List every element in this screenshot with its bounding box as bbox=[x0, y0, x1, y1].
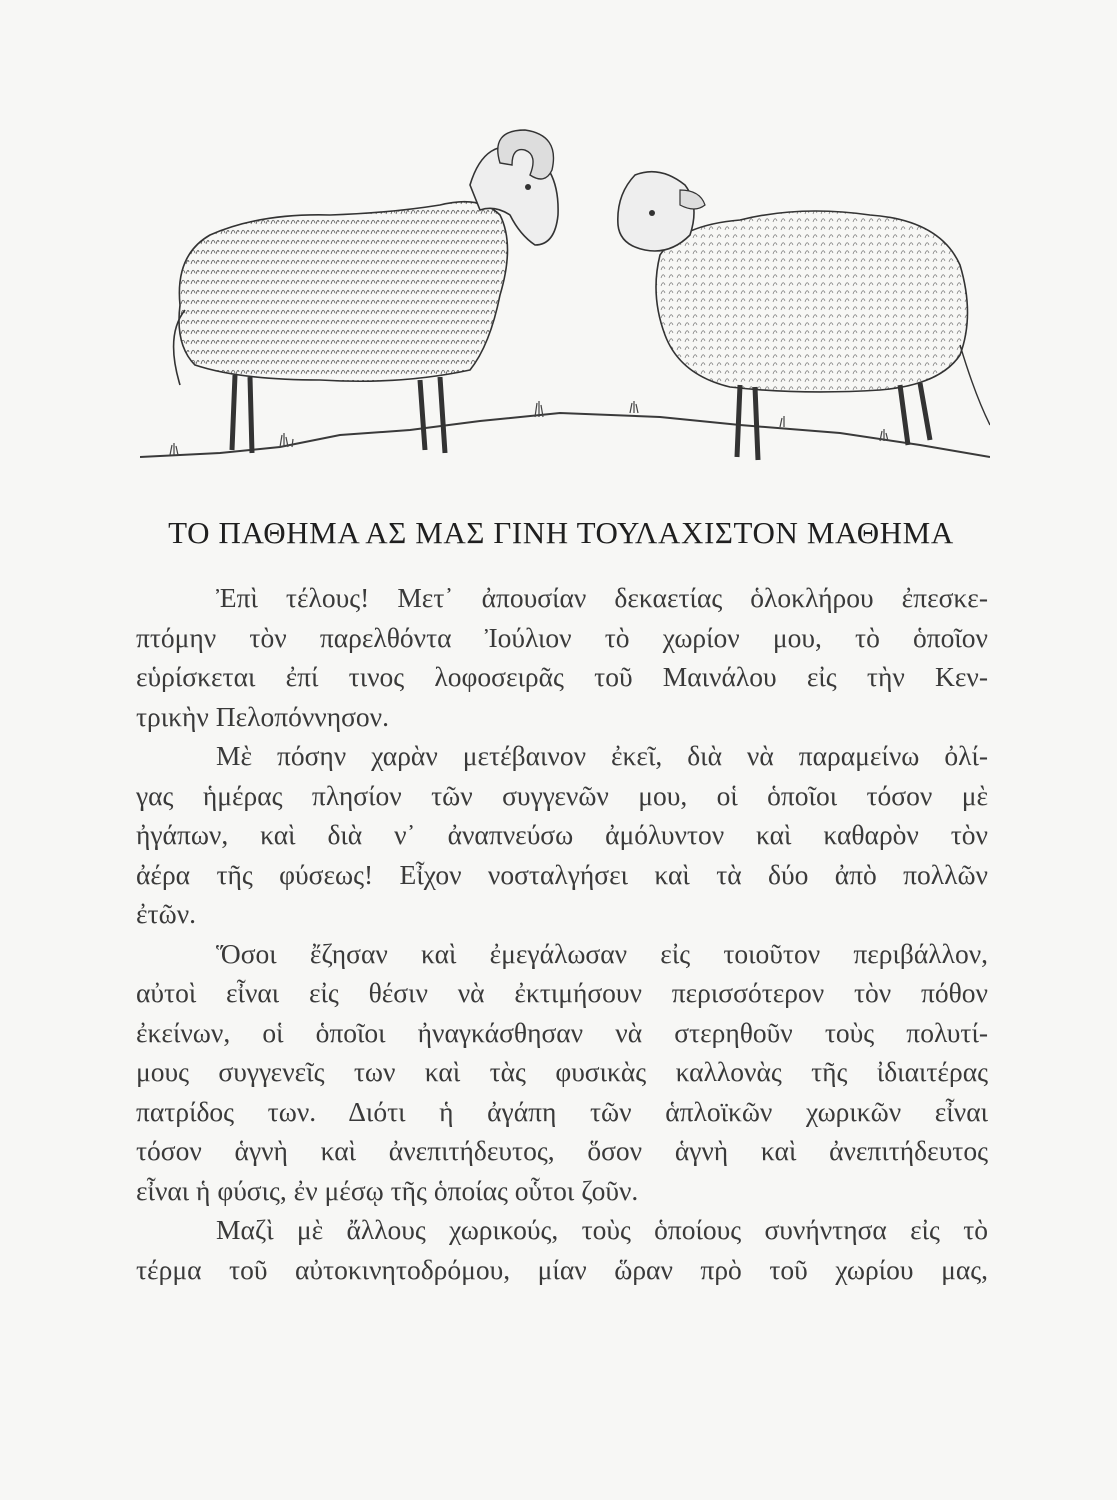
text-line: ἐκείνων, οἱ ὁποῖοι ἠναγκάσθησαν νὰ στερηθοῦν τοὺς πολυτί- bbox=[136, 1016, 988, 1048]
text-line: Ἐπὶ τέλους! Μετ᾽ ἀπουσίαν δεκαετίας ὁλοκλήρου ἐπεσκε- bbox=[216, 582, 988, 613]
paragraph-3 bbox=[136, 934, 988, 1211]
paragraph-4 bbox=[136, 1210, 988, 1289]
paragraph-1 bbox=[136, 578, 988, 736]
text-line: ἀέρα τῆς φύσεως! Εἶχον νοσταλγήσει καὶ τὰ δύο ἀπὸ πολλῶν bbox=[136, 858, 988, 890]
sheep-drawing bbox=[140, 95, 990, 495]
text-line: τέρμα τοῦ αὐτοκινητοδρόμου, μίαν ὥραν πρὸ τοῦ χωρίου μας, bbox=[136, 1253, 988, 1285]
paragraph-2 bbox=[136, 736, 988, 934]
text-line: τόσον ἁγνὴ καὶ ἀνεπιτήδευτος, ὅσον ἁγνὴ καὶ ἀνεπιτήδευτος bbox=[136, 1135, 988, 1166]
text-line: εἶναι ἡ φύσις, ἐν μέσῳ τῆς ὁποίας οὗτοι ζοῦν. bbox=[136, 1174, 639, 1206]
ram-figure bbox=[174, 130, 559, 453]
two-sheep-illustration bbox=[140, 95, 990, 495]
text-line: πατρίδος των. Διότι ἡ ἀγάπη τῶν ἁπλοϊκῶν χωρικῶν εἶναι bbox=[136, 1095, 988, 1127]
text-line: πτόμην τὸν παρελθόντα Ἰούλιον τὸ χωρίον μου, τὸ ὁποῖον bbox=[136, 621, 988, 653]
text-line: γας ἡμέρας πλησίον τῶν συγγενῶν μου, οἱ ὁποῖοι τόσον μὲ bbox=[136, 779, 988, 811]
body-text bbox=[136, 578, 988, 1289]
text-line: ἐτῶν. bbox=[136, 898, 197, 929]
text-line: Μὲ πόσην χαρὰν μετέβαινον ἐκεῖ, διὰ νὰ παραμείνω ὀλί- bbox=[216, 740, 988, 771]
text-line: Μαζὶ μὲ ἄλλους χωρικούς, τοὺς ὁποίους συνήντησα εἰς τὸ bbox=[216, 1214, 988, 1245]
text-line: εὑρίσκεται ἐπί τινος λοφοσειρᾶς τοῦ Μαινάλου εἰς τὴν Κεν- bbox=[136, 661, 988, 692]
text-line: ἠγάπων, καὶ διὰ ν᾽ ἀναπνεύσω ἀμόλυντον καὶ καθαρὸν τὸν bbox=[136, 819, 988, 850]
ewe-figure bbox=[618, 172, 990, 460]
text-line: μους συγγενεῖς των καὶ τὰς φυσικὰς καλλονὰς τῆς ἰδιαιτέρας bbox=[136, 1056, 988, 1087]
text-line: τρικὴν Πελοπόννησον. bbox=[136, 700, 389, 732]
chapter-title: ΤΟ ΠΑΘΗΜΑ ΑΣ ΜΑΣ ΓΙΝΗ ΤΟΥΛΑΧΙΣΤΟΝ ΜΑΘΗΜΑ bbox=[168, 515, 954, 550]
text-line: Ὅσοι ἔζησαν καὶ ἐμεγάλωσαν εἰς τοιοῦτον περιβάλλον, bbox=[216, 937, 988, 969]
text-line: αὐτοὶ εἶναι εἰς θέσιν νὰ ἐκτιμήσουν περισσότερον τὸν πόθον bbox=[136, 977, 988, 1008]
